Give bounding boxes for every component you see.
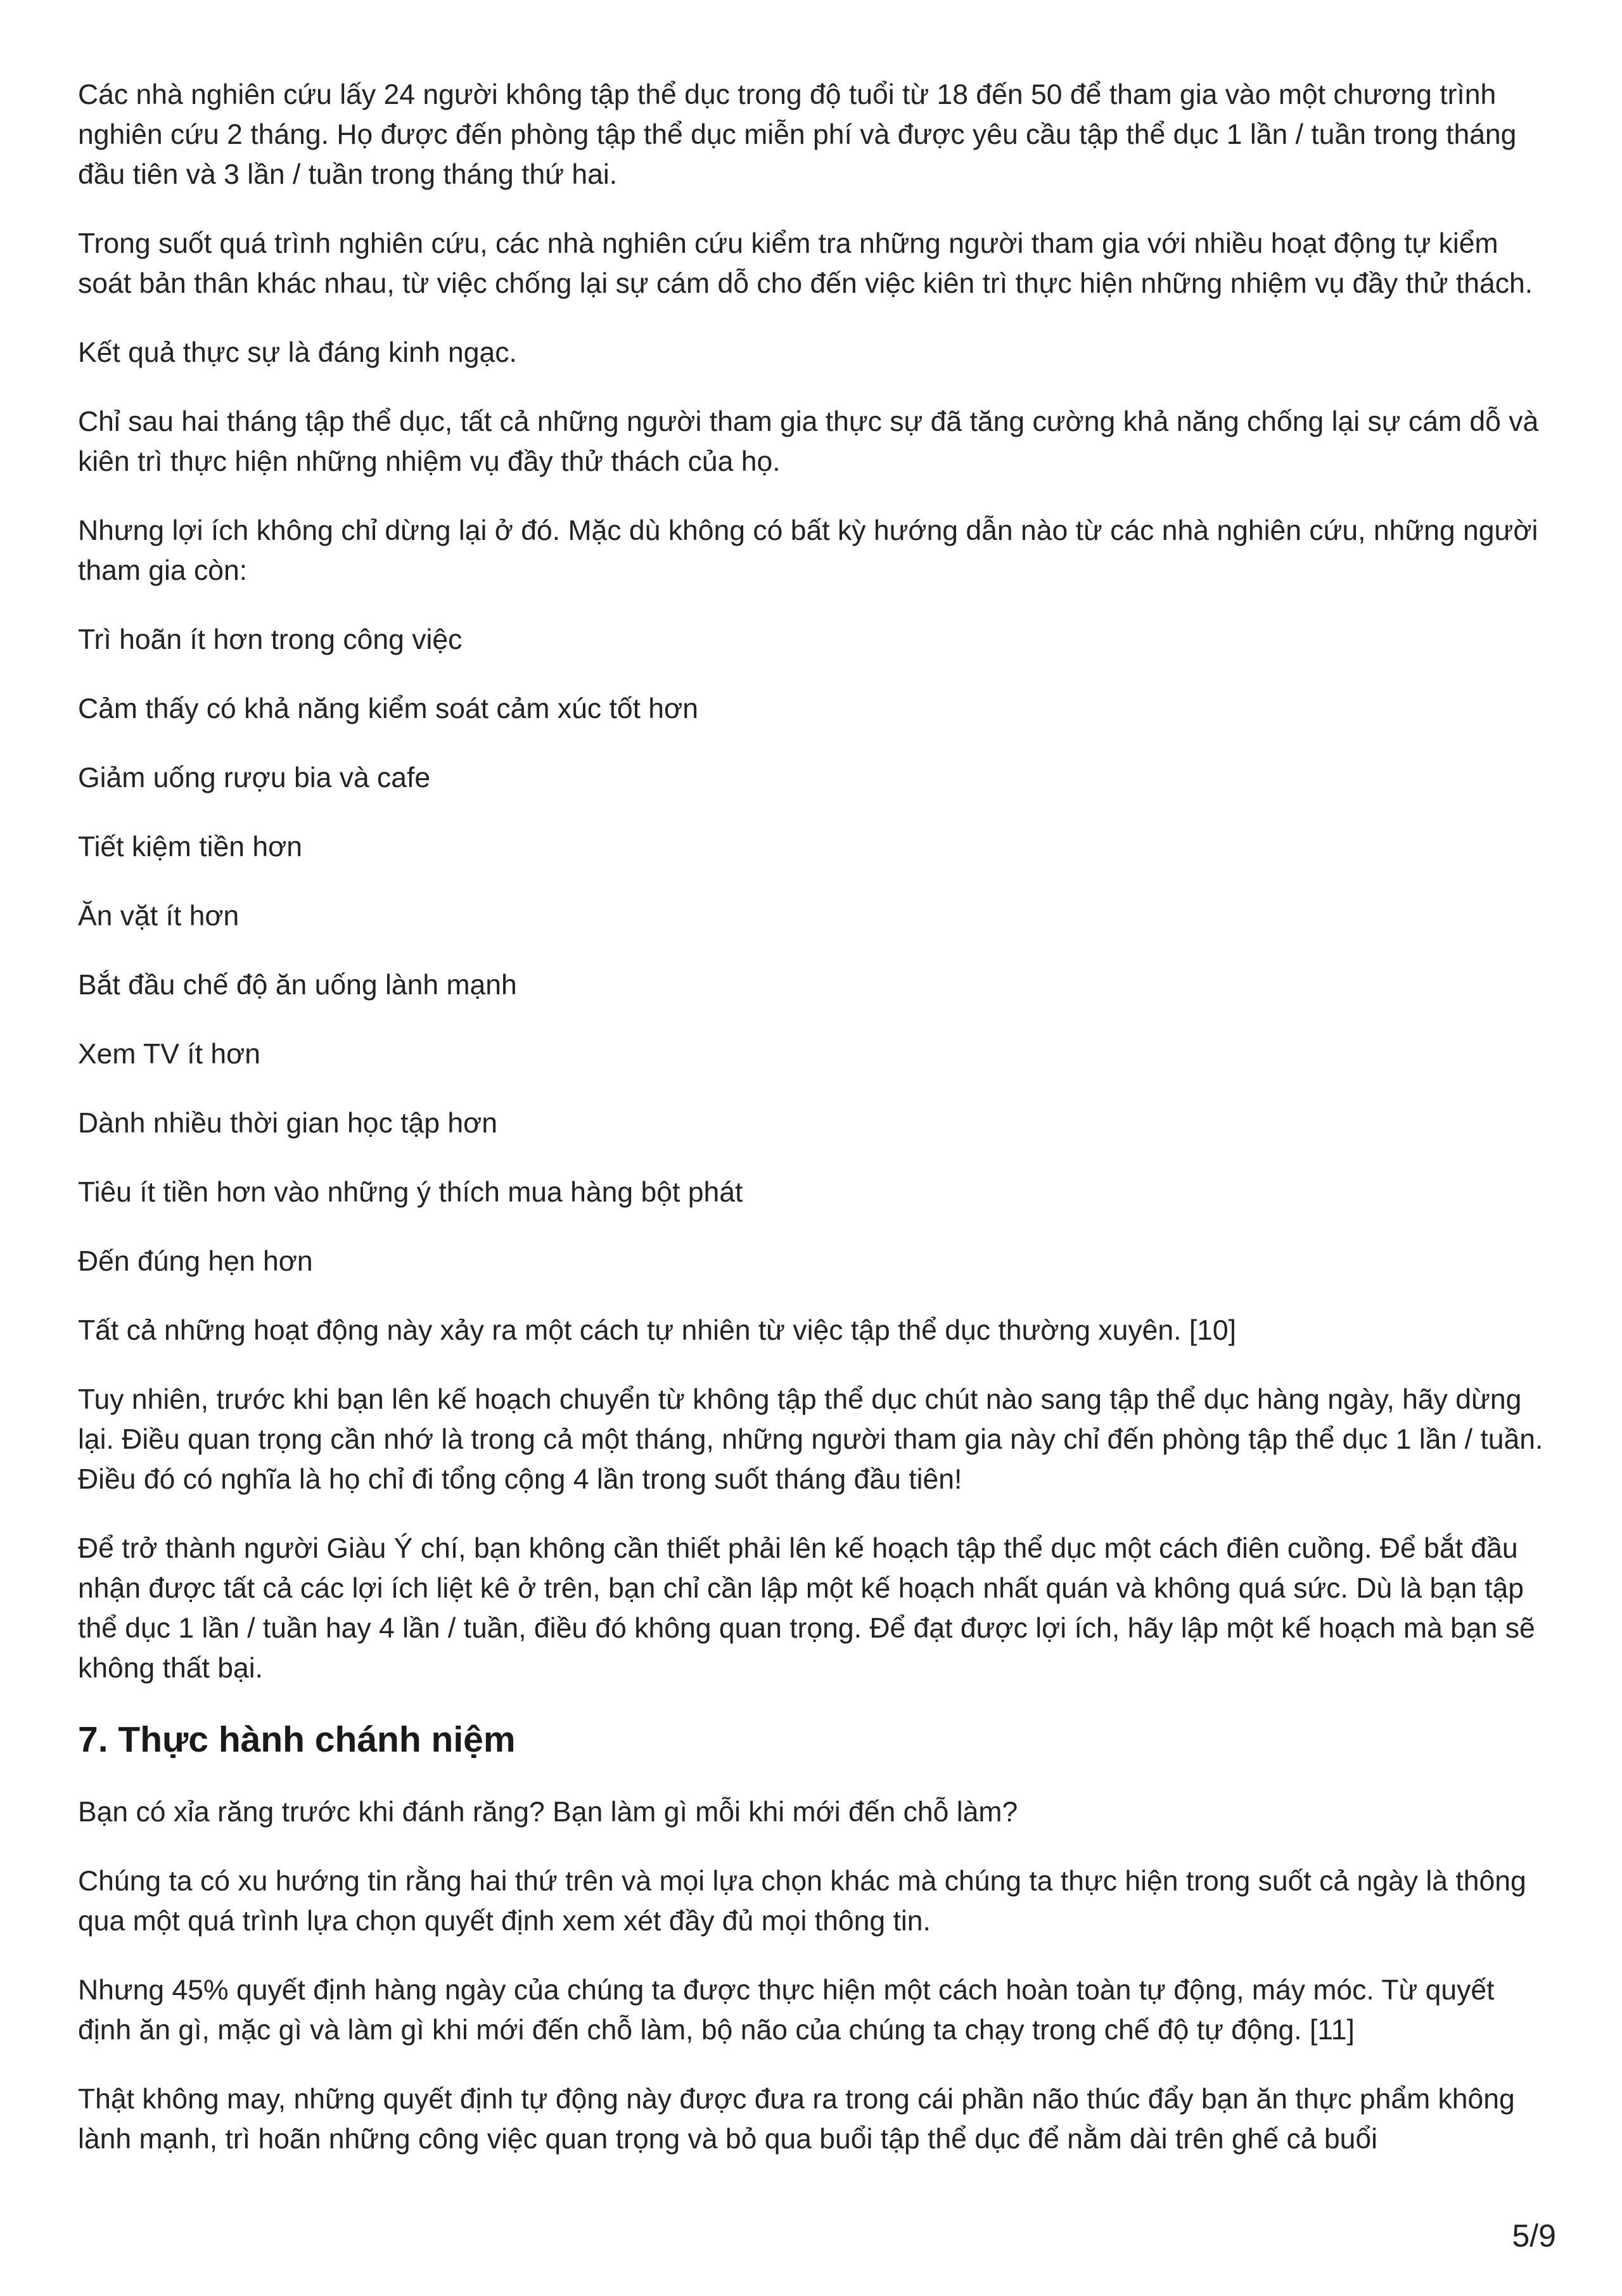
benefit-item: Bắt đầu chế độ ăn uống lành mạnh: [78, 970, 517, 1001]
document-page: [78, 75, 1554, 2188]
paragraph-plan-advice: Để trở thành người Giàu Ý chí, bạn không cần thiết phải lên kế hoạch tập thể dục một cách điên cuồng. Để bắt đầu nhận được tất cả các lợi ích liệt kê ở trên, bạn chỉ cần lập một kế hoạch nhất quán và không quá sức. Dù là bạn tập thể dục 1 lần / tuần hay 4 lần / tuần, điều đó không quan trọng. Để đạt được lợi ích, hãy lập một kế hoạch mà bạn sẽ không thất bại.: [78, 1533, 1535, 1684]
benefit-item: Xem TV ít hơn: [78, 1039, 261, 1070]
paragraph-mindfulness-automatic: Nhưng 45% quyết định hàng ngày của chúng ta được thực hiện một cách hoàn toàn tự động, máy móc. Từ quyết định ăn gì, mặc gì và làm gì khi mới đến chỗ làm, bộ não của chúng ta chạy trong chế độ tự động. [11]: [78, 1975, 1495, 2046]
paragraph-benefits-intro: Nhưng lợi ích không chỉ dừng lại ở đó. Mặc dù không có bất kỳ hướng dẫn nào từ các nhà nghiên cứu, những người tham gia còn:: [78, 515, 1538, 586]
paragraph-result-detail: Chỉ sau hai tháng tập thể dục, tất cả những người tham gia thực sự đã tăng cường khả năng chống lại sự cám dỗ và kiên trì thực hiện những nhiệm vụ đầy thử thách của họ.: [78, 406, 1539, 477]
page-number: 5/9: [1512, 2218, 1556, 2254]
benefit-item: Tiêu ít tiền hơn vào những ý thích mua hàng bột phát: [78, 1177, 743, 1208]
paragraph-mindfulness-question: Bạn có xỉa răng trước khi đánh răng? Bạn làm gì mỗi khi mới đến chỗ làm?: [78, 1797, 1018, 1828]
benefit-item: Dành nhiều thời gian học tập hơn: [78, 1108, 498, 1139]
paragraph-benefits-summary: Tất cả những hoạt động này xảy ra một cách tự nhiên từ việc tập thể dục thường xuyên. [10]: [78, 1315, 1237, 1346]
benefit-item: Trì hoãn ít hơn trong công việc: [78, 624, 463, 655]
paragraph-mindfulness-belief: Chúng ta có xu hướng tin rằng hai thứ trên và mọi lựa chọn khác mà chúng ta thực hiện trong suốt cả ngày là thông qua một quá trình lựa chọn quyết định xem xét đầy đủ mọi thông tin.: [78, 1866, 1526, 1937]
section-heading: 7. Thực hành chánh niệm: [78, 1719, 516, 1760]
paragraph-study-tests: Trong suốt quá trình nghiên cứu, các nhà nghiên cứu kiểm tra những người tham gia với nhiều hoạt động tự kiểm soát bản thân khác nhau, từ việc chống lại sự cám dỗ cho đến việc kiên trì thực hiện những nhiệm vụ đầy thử thách.: [78, 228, 1533, 299]
paragraph-study-setup: Các nhà nghiên cứu lấy 24 người không tập thể dục trong độ tuổi từ 18 đến 50 để tham gia vào một chương trình nghiên cứu 2 tháng. Họ được đến phòng tập thể dục miễn phí và được yêu cầu tập thể dục 1 lần / tuần trong tháng đầu tiên và 3 lần / tuần trong tháng thứ hai.: [78, 79, 1517, 190]
paragraph-caution: Tuy nhiên, trước khi bạn lên kế hoạch chuyển từ không tập thể dục chút nào sang tập thể dục hàng ngày, hãy dừng lại. Điều quan trọng cần nhớ là trong cả một tháng, những người tham gia này chỉ đến phòng tập thể dục 1 lần / tuần. Điều đó có nghĩa là họ chỉ đi tổng cộng 4 lần trong suốt tháng đầu tiên!: [78, 1384, 1543, 1495]
benefit-item: Cảm thấy có khả năng kiểm soát cảm xúc tốt hơn: [78, 693, 698, 724]
benefit-item: Giảm uống rượu bia và cafe: [78, 762, 431, 793]
benefit-item: Tiết kiệm tiền hơn: [78, 831, 303, 863]
benefit-item: Đến đúng hẹn hơn: [78, 1246, 313, 1277]
benefit-item: Ăn vặt ít hơn: [78, 901, 239, 932]
paragraph-mindfulness-unfortunately: Thật không may, những quyết định tự động này được đưa ra trong cái phần não thúc đẩy bạn ăn thực phẩm không lành mạnh, trì hoãn những công việc quan trọng và bỏ qua buổi tập thể dục để nằm dài trên ghế cả buổi: [78, 2084, 1515, 2155]
paragraph-result-intro: Kết quả thực sự là đáng kinh ngạc.: [78, 337, 517, 368]
